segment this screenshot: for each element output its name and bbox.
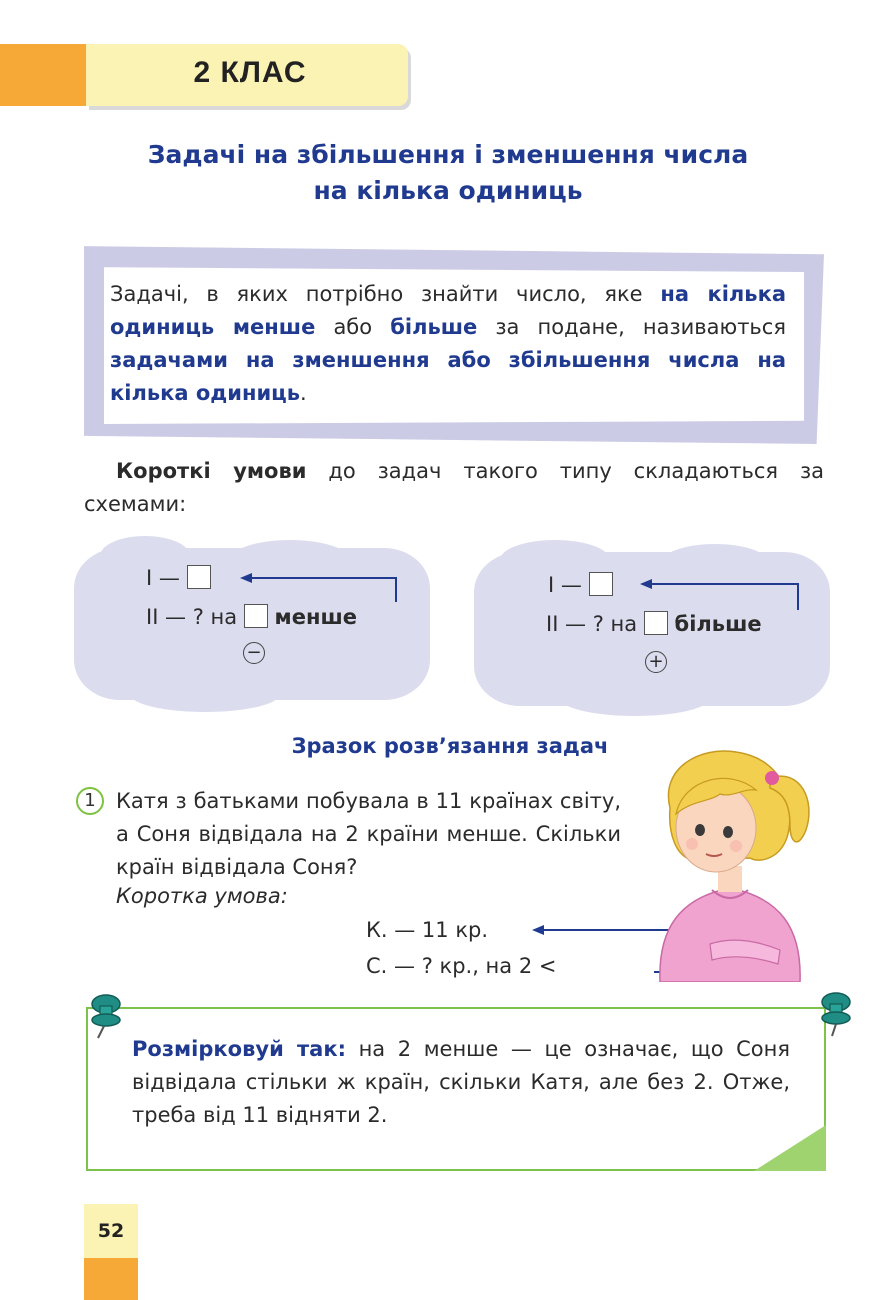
girl-illustration xyxy=(640,738,816,982)
scheme-left-row-2 xyxy=(146,604,357,629)
condition-line-2: С. — ? кр., на 2 < xyxy=(366,954,557,978)
push-pin-icon xyxy=(84,992,128,1040)
arrow-left-scheme xyxy=(236,566,402,606)
definition-part: . xyxy=(300,381,307,405)
intro-paragraph xyxy=(84,455,824,521)
think-text xyxy=(132,1033,790,1132)
think-bold: Розмірковуй так: xyxy=(132,1037,346,1061)
condition-line-1: К. — 11 кр. xyxy=(366,918,489,942)
push-pin-icon xyxy=(814,990,858,1038)
intro-bold: Короткі умови xyxy=(116,459,307,483)
scheme-right-word: більше xyxy=(674,612,762,636)
scheme-left-word: менше xyxy=(274,605,358,629)
cloud-bump xyxy=(560,680,710,716)
definition-part: Задачі, в яких потрібно знайти число, яке xyxy=(110,282,661,306)
condition-label: Коротка умова: xyxy=(116,884,288,908)
problem-text: Катя з батьками побувала в 11 країнах світу, а Соня відвідала на 2 країни менше. Скільки країн відвідала Соня? xyxy=(116,789,621,879)
grade-tab-accent xyxy=(0,44,86,106)
page-number-accent xyxy=(84,1258,138,1300)
problem-number: 1 xyxy=(76,787,104,815)
scheme-right-row-1-label: I — xyxy=(548,573,582,597)
empty-box-icon xyxy=(644,611,668,635)
page-title-line-1: Задачі на збільшення і зменшення числа xyxy=(147,140,749,169)
definition-highlight: на кілька одиниць менше xyxy=(110,282,786,339)
think-body: на 2 менше — це означає, що Соня відвідала стільки ж країн, скільки Катя, але без 2. Отже, треба від 11 відняти 2. xyxy=(132,1037,791,1127)
scheme-left-row-1 xyxy=(146,565,211,590)
arrow-right-scheme xyxy=(636,572,806,614)
scheme-right-row-1 xyxy=(548,572,613,597)
plus-circle-icon: + xyxy=(645,651,667,673)
page-title-line-2: на кілька одиниць xyxy=(313,176,583,205)
empty-box-icon xyxy=(589,572,613,596)
intro-text: до задач такого типу складаються за схемами: xyxy=(84,459,824,516)
scheme-right-row-2 xyxy=(546,611,762,636)
sample-heading: Зразок розв’язання задач xyxy=(291,734,609,758)
cloud-bump xyxy=(130,676,280,712)
definition-part: за подане, називаються xyxy=(477,315,786,339)
page-number: 52 xyxy=(97,1220,125,1242)
scheme-left-row-2-label: II — ? на xyxy=(146,605,238,629)
definition-highlight: більше xyxy=(390,315,478,339)
scheme-left-row-1-label: I — xyxy=(146,566,180,590)
definition-part: або xyxy=(315,315,391,339)
empty-box-icon xyxy=(187,565,211,589)
empty-box-icon xyxy=(244,604,268,628)
grade-label: 2 КЛАС xyxy=(193,56,307,89)
scheme-right-row-2-label: II — ? на xyxy=(546,612,638,636)
definition-text xyxy=(110,278,786,410)
definition-highlight: задачами на зменшення або збільшення числа на кілька одиниць xyxy=(110,348,786,405)
minus-circle-icon: − xyxy=(243,642,265,664)
